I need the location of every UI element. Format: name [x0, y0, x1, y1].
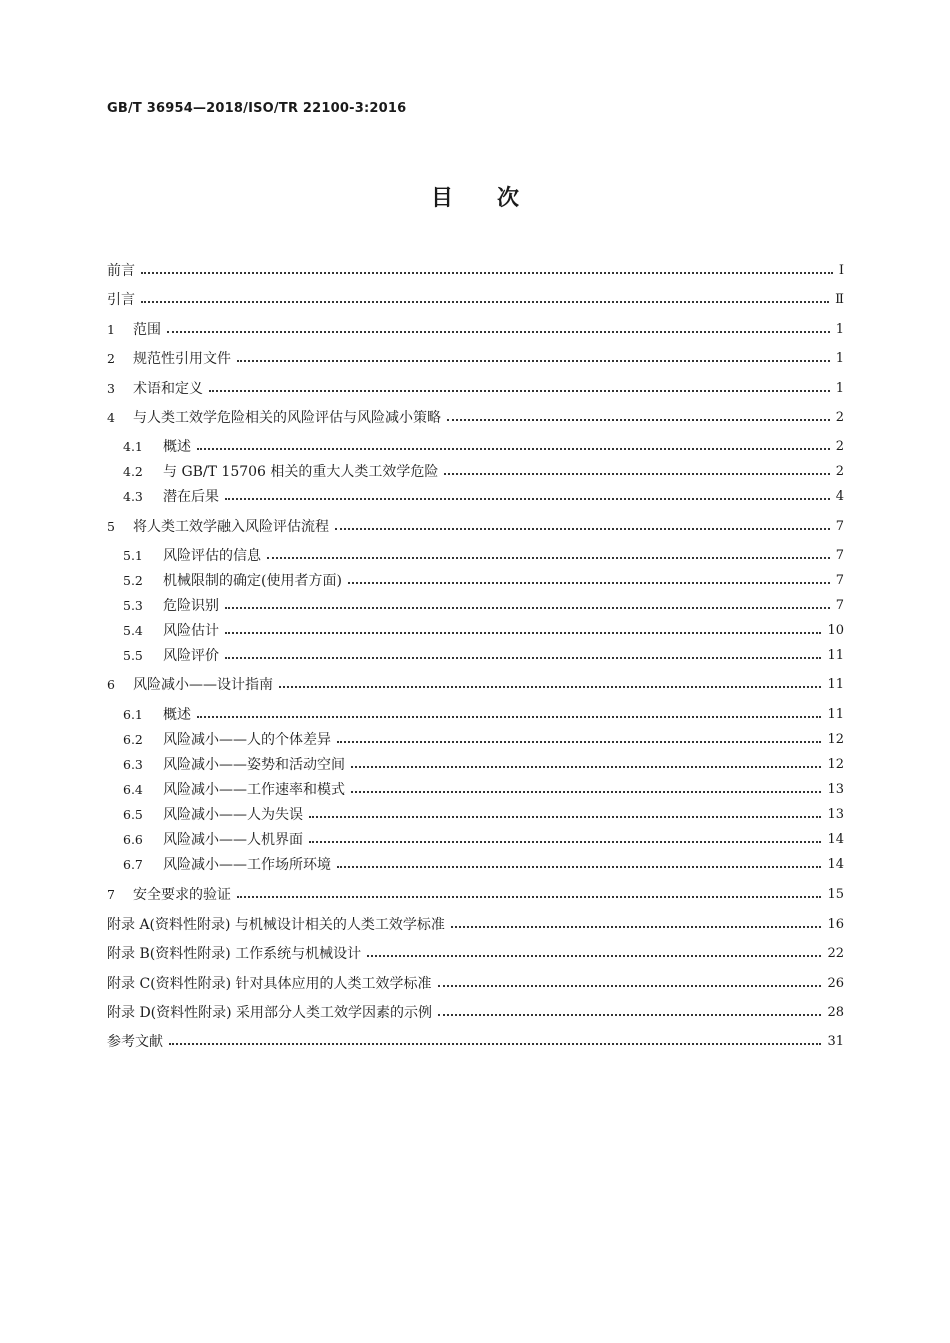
toc-entry-title: 危险识别 — [163, 598, 219, 614]
toc-leader — [444, 473, 829, 475]
toc-entry[interactable] — [107, 1029, 844, 1053]
toc-entry-page: 11 — [827, 706, 844, 722]
toc-entry[interactable] — [107, 434, 844, 458]
toc-leader — [279, 686, 821, 688]
toc-entry[interactable] — [107, 702, 844, 726]
toc-leader — [367, 955, 821, 957]
toc-entry[interactable] — [107, 484, 844, 508]
toc-entry-title: 风险减小——人为失误 — [163, 807, 303, 823]
toc-entry-number: 6 — [107, 676, 115, 692]
toc-entry-page: 14 — [827, 831, 844, 847]
toc-entry-number: 7 — [107, 886, 115, 902]
toc-entry-number: 4.2 — [123, 463, 143, 479]
toc-entry-number: 5.5 — [123, 647, 143, 663]
toc-entry[interactable] — [107, 376, 844, 400]
toc-entry-page: 13 — [827, 806, 844, 822]
toc-entry-page: 28 — [827, 1004, 844, 1020]
toc-entry-page: 11 — [827, 676, 844, 692]
toc-entry-page: 11 — [827, 647, 844, 663]
toc-leader — [309, 841, 821, 843]
toc-entry-page: 2 — [835, 438, 844, 454]
toc-entry-page: 15 — [827, 886, 844, 902]
toc-entry-page: 1 — [835, 321, 844, 337]
toc-leader — [197, 448, 830, 450]
toc-entry[interactable] — [107, 827, 844, 851]
toc-leader — [351, 766, 821, 768]
toc-entry-number: 6.5 — [123, 806, 143, 822]
toc-entry-title: 附录 D(资料性附录) 采用部分人类工效学因素的示例 — [107, 1005, 433, 1021]
toc-entry[interactable] — [107, 346, 844, 370]
toc-entry-number: 3 — [107, 380, 115, 396]
toc-entry-title: 附录 B(资料性附录) 工作系统与机械设计 — [107, 946, 362, 962]
toc-leader — [197, 716, 821, 718]
toc-entry[interactable] — [107, 727, 844, 751]
toc-entry-page: 26 — [827, 975, 844, 991]
toc-entry[interactable] — [107, 752, 844, 776]
toc-entry[interactable] — [107, 514, 844, 538]
toc-entry-title: 参考文献 — [107, 1034, 163, 1050]
toc-leader — [237, 896, 821, 898]
toc-entry[interactable] — [107, 543, 844, 567]
toc-entry-title: 风险评估的信息 — [163, 548, 261, 564]
toc-entry[interactable] — [107, 405, 844, 429]
toc-entry-page: 1 — [835, 350, 844, 366]
toc-entry-page: 10 — [827, 622, 844, 638]
toc-entry-title: 规范性引用文件 — [133, 351, 231, 367]
toc-leader — [337, 741, 821, 743]
toc-entry-title: 术语和定义 — [133, 381, 203, 397]
toc-leader — [438, 985, 822, 987]
toc-entry-number: 6.4 — [123, 781, 143, 797]
toc-entry-number: 5.1 — [123, 547, 143, 563]
toc-leader — [141, 272, 833, 274]
toc-leader — [267, 557, 830, 559]
toc-entry-page: Ⅱ — [835, 291, 844, 307]
toc-entry-page: 7 — [835, 547, 844, 563]
toc-entry-number: 4 — [107, 409, 115, 425]
toc-entry[interactable] — [107, 672, 844, 696]
toc-entry[interactable] — [107, 971, 844, 995]
toc-entry[interactable] — [107, 317, 844, 341]
toc-entry-page: 1 — [835, 380, 844, 396]
toc-entry-page: 7 — [835, 597, 844, 613]
toc-entry-page: 13 — [827, 781, 844, 797]
toc-entry-title: 机械限制的确定(使用者方面) — [163, 573, 342, 589]
toc-entry[interactable] — [107, 852, 844, 876]
toc-entry-number: 5.4 — [123, 622, 143, 638]
toc-entry[interactable] — [107, 1000, 844, 1024]
toc-entry-page: 2 — [835, 409, 844, 425]
toc-entry-number: 1 — [107, 321, 115, 337]
toc-entry-title: 风险减小——人的个体差异 — [163, 732, 331, 748]
toc-entry-number: 6.2 — [123, 731, 143, 747]
toc-leader — [225, 632, 821, 634]
toc-entry-page: 12 — [827, 756, 844, 772]
toc-entry-number: 2 — [107, 350, 115, 366]
toc-entry-page: 7 — [835, 572, 844, 588]
toc-entry-number: 5 — [107, 518, 115, 534]
document-code: GB/T 36954—2018/ISO/TR 22100-3:2016 — [107, 101, 407, 116]
toc-leader — [141, 301, 829, 303]
toc-leader — [451, 926, 822, 928]
toc-leader — [447, 419, 830, 421]
toc-entry-title: 概述 — [163, 707, 191, 723]
toc-entry-title: 风险减小——姿势和活动空间 — [163, 757, 345, 773]
toc-leader — [169, 1043, 821, 1045]
toc-entry[interactable] — [107, 912, 844, 936]
toc-entry[interactable] — [107, 459, 844, 483]
toc-entry-page: 12 — [827, 731, 844, 747]
toc-entry-page: 22 — [827, 945, 844, 961]
toc-leader — [335, 528, 830, 530]
toc-entry-page: 16 — [827, 916, 844, 932]
toc-entry-title: 前言 — [107, 263, 135, 279]
toc-entry-number: 5.2 — [123, 572, 143, 588]
toc-entry-number: 4.3 — [123, 488, 143, 504]
toc-leader — [225, 657, 821, 659]
toc-entry-title: 引言 — [107, 292, 135, 308]
toc-entry-number: 6.1 — [123, 706, 143, 722]
toc-entry-title: 附录 A(资料性附录) 与机械设计相关的人类工效学标准 — [107, 917, 445, 933]
toc-entry-number: 5.3 — [123, 597, 143, 613]
toc-entry-title: 与人类工效学危险相关的风险评估与风险减小策略 — [133, 410, 441, 426]
toc-entry-page: 4 — [835, 488, 844, 504]
toc-entry[interactable] — [107, 593, 844, 617]
toc-entry-title: 与 GB/T 15706 相关的重大人类工效学危险 — [163, 464, 439, 480]
toc-leader — [225, 498, 830, 500]
toc-entry-title: 风险减小——工作速率和模式 — [163, 782, 345, 798]
toc-entry-title: 风险减小——人机界面 — [163, 832, 303, 848]
toc-leader — [337, 866, 821, 868]
toc-entry[interactable] — [107, 287, 844, 311]
toc-entry-title: 潜在后果 — [163, 489, 219, 505]
toc-entry[interactable] — [107, 941, 844, 965]
toc-entry-page: 14 — [827, 856, 844, 872]
toc-entry-title: 将人类工效学融入风险评估流程 — [133, 519, 329, 535]
toc-entry[interactable] — [107, 618, 844, 642]
toc-entry[interactable] — [107, 882, 844, 906]
toc-entry-title: 附录 C(资料性附录) 针对具体应用的人类工效学标准 — [107, 976, 432, 992]
toc-entry-page: Ⅰ — [838, 262, 844, 278]
toc-entry-title: 风险评价 — [163, 648, 219, 664]
toc-entry-page: 7 — [835, 518, 844, 534]
toc-entry-number: 6.7 — [123, 856, 143, 872]
toc-entry[interactable] — [107, 777, 844, 801]
toc-entry-title: 概述 — [163, 439, 191, 455]
toc-entry[interactable] — [107, 568, 844, 592]
toc-leader — [351, 791, 821, 793]
toc-leader — [438, 1014, 821, 1016]
toc-entry-number: 6.3 — [123, 756, 143, 772]
toc-entry-page: 2 — [835, 463, 844, 479]
page-title: 目次 — [430, 186, 563, 211]
toc-entry[interactable] — [107, 643, 844, 667]
toc-leader — [348, 582, 830, 584]
toc-entry-title: 风险估计 — [163, 623, 219, 639]
toc-leader — [237, 360, 830, 362]
toc-leader — [209, 390, 830, 392]
toc-entry-title: 安全要求的验证 — [133, 887, 231, 903]
toc-entry-title: 范围 — [133, 322, 161, 338]
toc-entry-title: 风险减小——设计指南 — [133, 677, 273, 693]
toc-leader — [309, 816, 821, 818]
toc-entry-number: 4.1 — [123, 438, 143, 454]
toc-leader — [225, 607, 830, 609]
toc-leader — [167, 331, 830, 333]
toc-entry[interactable] — [107, 802, 844, 826]
toc-entry-title: 风险减小——工作场所环境 — [163, 857, 331, 873]
toc-entry[interactable] — [107, 258, 844, 282]
toc-entry-number: 6.6 — [123, 831, 143, 847]
toc-entry-page: 31 — [827, 1033, 844, 1049]
